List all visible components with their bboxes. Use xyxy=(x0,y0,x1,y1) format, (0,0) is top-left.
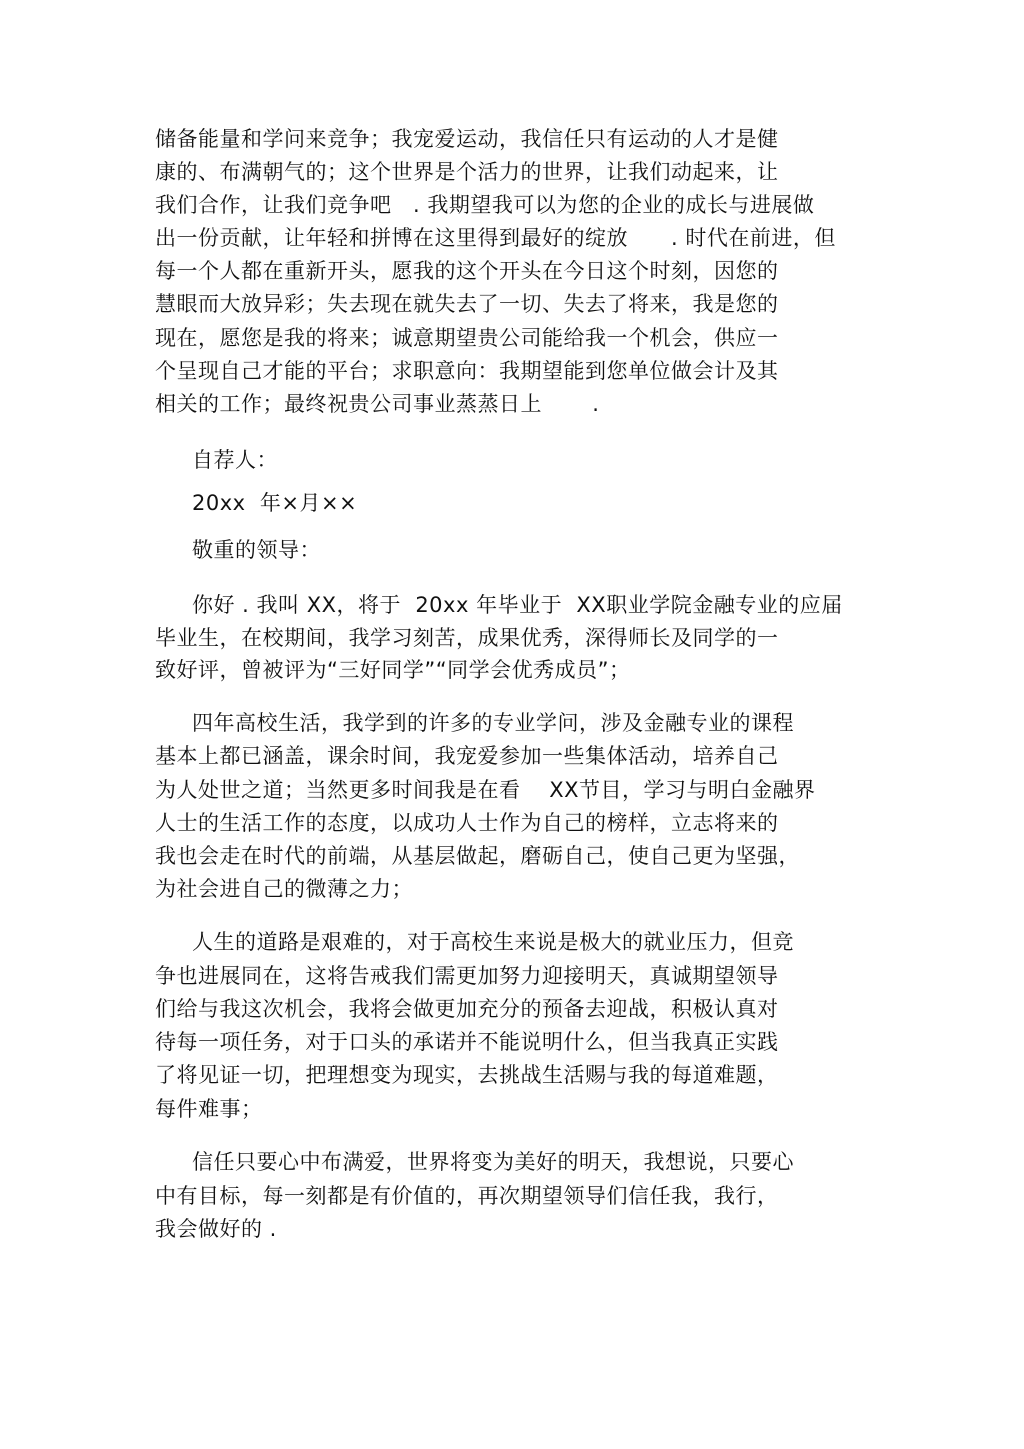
paragraph-line: 每一个人都在重新开头，愿我的这个开头在今日这个时刻，因您的 xyxy=(155,259,779,283)
paragraph-line: 相关的工作；最终祝贵公司事业蒸蒸日上 . xyxy=(155,392,600,416)
paragraph-line: 人生的道路是艰难的，对于高校生来说是极大的就业压力，但竞 xyxy=(192,930,794,954)
paragraph-line: 为人处世之道；当然更多时间我是在看 XX节目，学习与明白金融界 xyxy=(155,778,816,802)
paragraph-line: 你好 . 我叫 XX，将于 20xx 年毕业于 XX职业学院金融专业的应届 xyxy=(192,593,843,617)
paragraph-line: 毕业生，在校期间，我学习刻苦，成果优秀，深得师长及同学的一 xyxy=(155,626,779,650)
paragraph-line: 致好评，曾被评为“三好同学”“同学会优秀成员”； xyxy=(155,658,631,682)
paragraph-line: 现在，愿您是我的将来；诚意期望贵公司能给我一个机会，供应一 xyxy=(155,326,779,350)
paragraph-line: 出一份贡献，让年轻和拼博在这里得到最好的绽放 . 时代在前进，但 xyxy=(155,226,836,250)
date-line: 20xx 年×月×× xyxy=(192,491,358,515)
paragraph-line: 基本上都已涵盖，课余时间，我宠爱参加一些集体活动，培养自己 xyxy=(155,744,779,768)
paragraph-line: 信任只要心中布满爱，世界将变为美好的明天，我想说，只要心 xyxy=(192,1150,794,1174)
paragraph-line: 为社会进自己的微薄之力； xyxy=(155,877,413,901)
paragraph-line: 待每一项任务，对于口头的承诺并不能说明什么，但当我真正实践 xyxy=(155,1030,779,1054)
paragraph-line: 争也进展同在，这将告戒我们需更加努力迎接明天，真诚期望领导 xyxy=(155,964,779,988)
paragraph-line: 每件难事； xyxy=(155,1097,263,1121)
paragraph-line: 人士的生活工作的态度，以成功人士作为自己的榜样，立志将来的 xyxy=(155,811,779,835)
paragraph-line: 我会做好的 . xyxy=(155,1217,277,1241)
paragraph-line: 慧眼而大放异彩；失去现在就失去了一切、失去了将来，我是您的 xyxy=(155,292,779,316)
paragraph-line: 康的、布满朝气的；这个世界是个活力的世界，让我们动起来，让 xyxy=(155,160,779,184)
salutation: 敬重的领导： xyxy=(192,538,321,562)
paragraph-line: 个呈现自己才能的平台；求职意向：我期望能到您单位做会计及其 xyxy=(155,359,779,383)
paragraph-line: 中有目标，每一刻都是有价值的，再次期望领导们信任我，我行， xyxy=(155,1184,779,1208)
signature-label: 自荐人： xyxy=(192,448,278,472)
paragraph-line: 我们合作，让我们竞争吧 . 我期望我可以为您的企业的成长与进展做 xyxy=(155,193,815,217)
paragraph-line: 储备能量和学问来竞争；我宠爱运动，我信任只有运动的人才是健 xyxy=(155,127,779,151)
paragraph-line: 四年高校生活，我学到的许多的专业学问，涉及金融专业的课程 xyxy=(192,711,794,735)
paragraph-line: 们给与我这次机会，我将会做更加充分的预备去迎战，积极认真对 xyxy=(155,997,779,1021)
paragraph-line: 了将见证一切，把理想变为现实，去挑战生活赐与我的每道难题， xyxy=(155,1063,779,1087)
paragraph-line: 我也会走在时代的前端，从基层做起，磨砺自己，使自己更为坚强， xyxy=(155,844,800,868)
